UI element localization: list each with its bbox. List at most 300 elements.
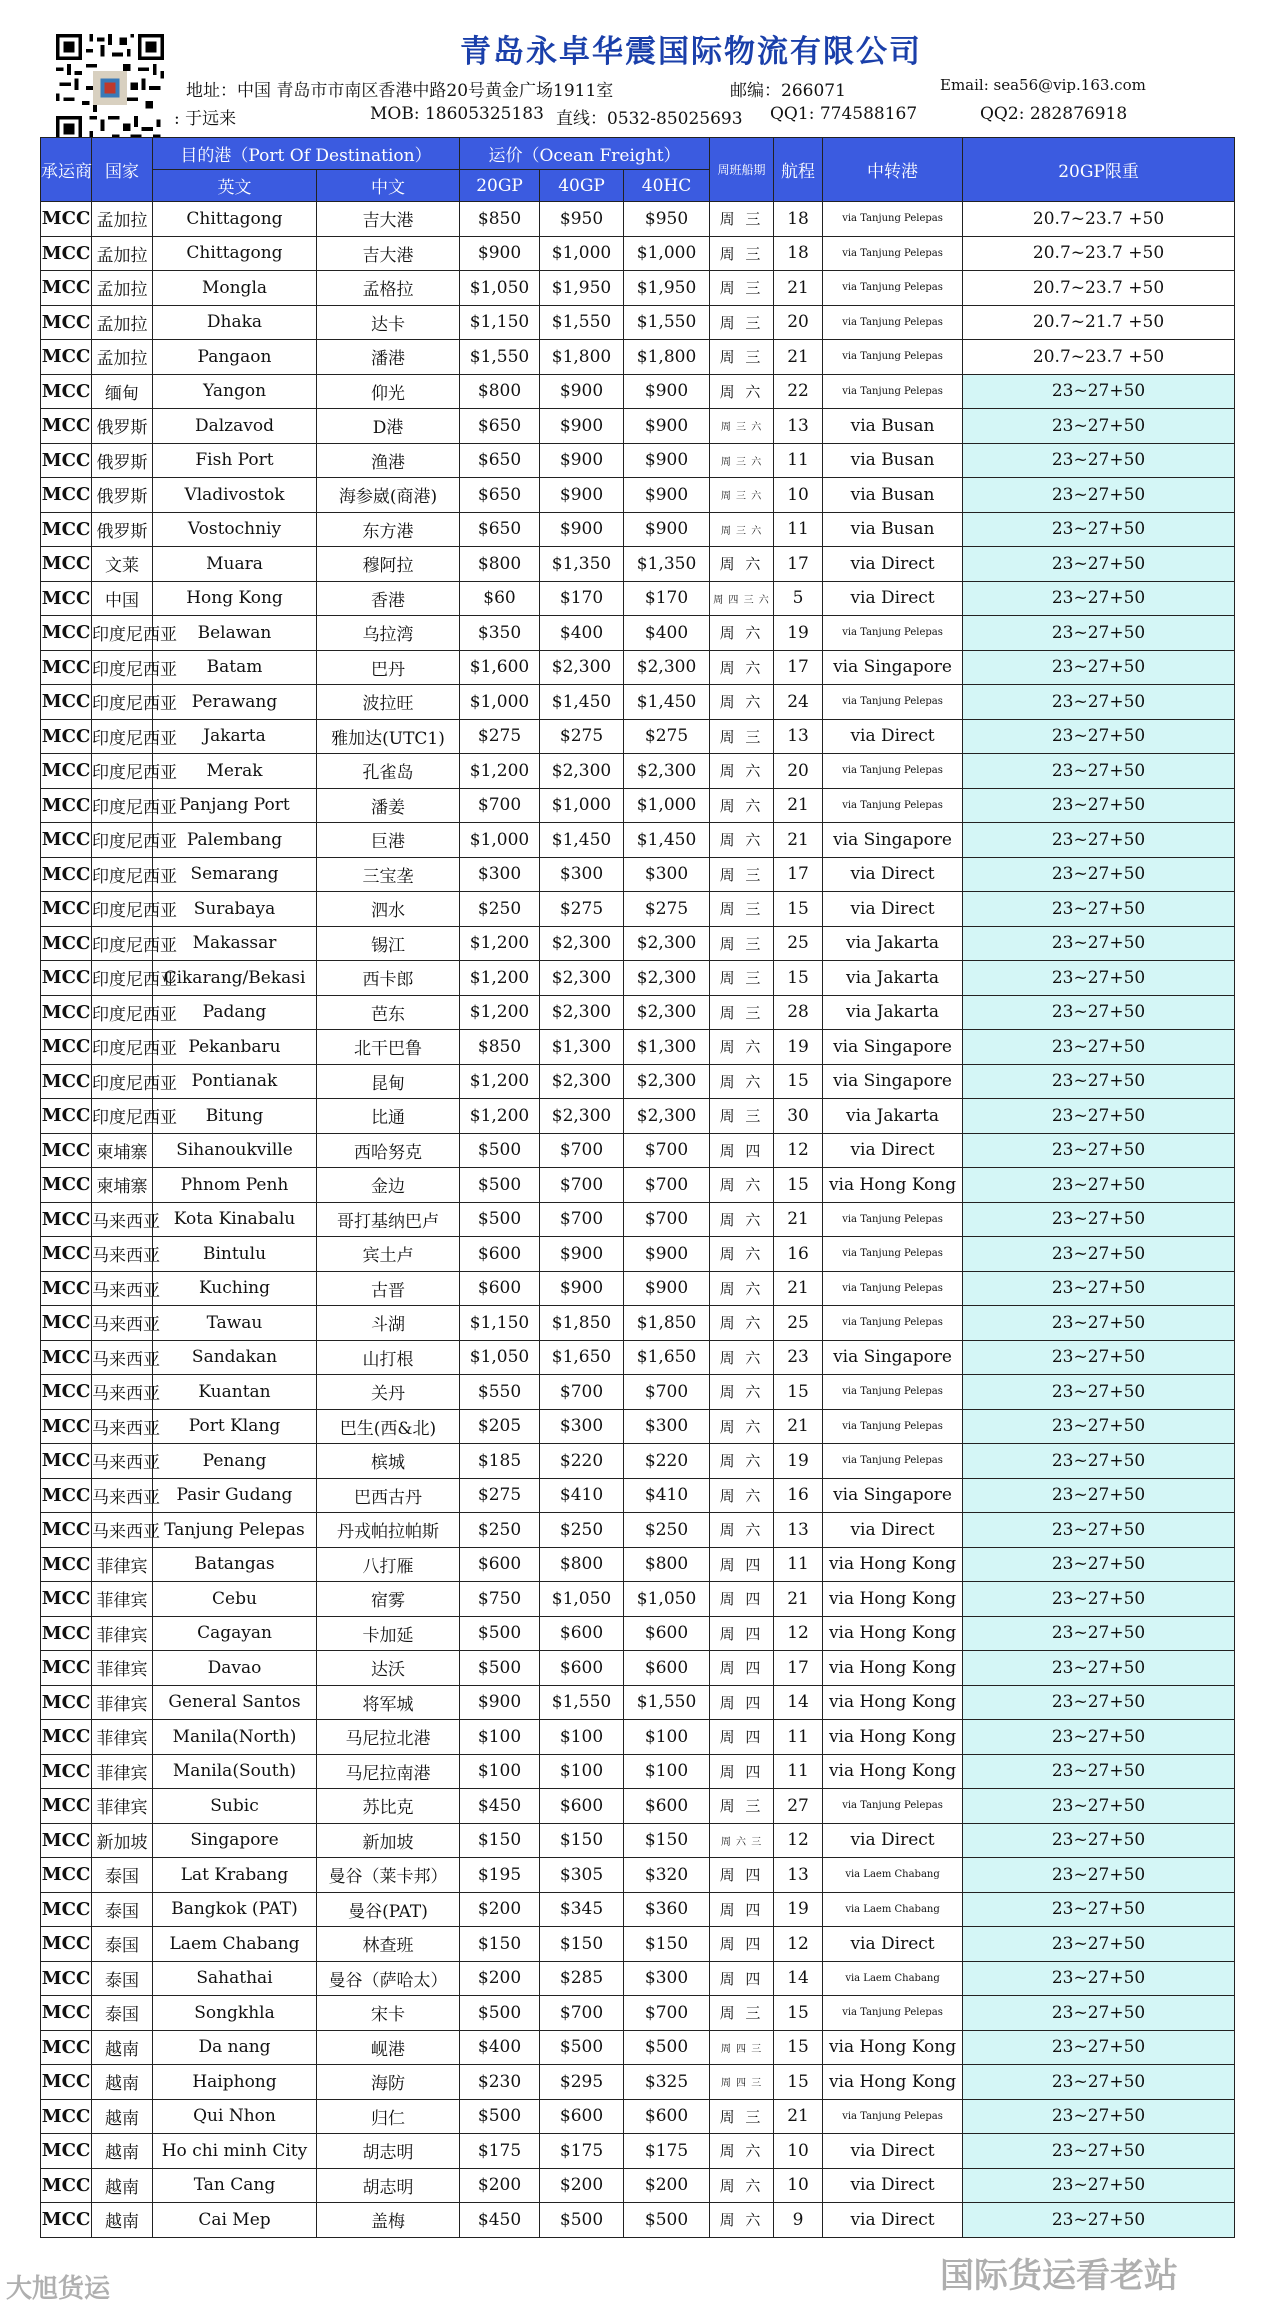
cell-port-chinese: 巨港 bbox=[317, 823, 460, 858]
table-row bbox=[41, 857, 1235, 892]
cell-rate-40hc: $1,550 bbox=[624, 305, 710, 340]
cell-country: 中国 bbox=[92, 581, 153, 616]
cell-schedule: 周 六 三 bbox=[710, 1823, 774, 1858]
cell-carrier: MCC bbox=[41, 1582, 92, 1617]
cell-transit-days: 13 bbox=[774, 719, 823, 754]
cell-transit-days: 28 bbox=[774, 995, 823, 1030]
cell-transship: via Singapore bbox=[823, 1030, 963, 1065]
cell-schedule: 周 三 六 bbox=[710, 478, 774, 513]
cell-transit-days: 11 bbox=[774, 443, 823, 478]
cell-schedule: 周 三 bbox=[710, 857, 774, 892]
cell-rate-40hc: $950 bbox=[624, 202, 710, 237]
cell-weight-limit: 23~27+50 bbox=[963, 478, 1235, 513]
cell-rate-40hc: $1,000 bbox=[624, 788, 710, 823]
cell-port-chinese: 西卡郎 bbox=[317, 961, 460, 996]
cell-weight-limit: 23~27+50 bbox=[963, 1823, 1235, 1858]
cell-rate-40hc: $600 bbox=[624, 2099, 710, 2134]
cell-port-english: Lat Krabang bbox=[153, 1858, 317, 1893]
cell-country: 印度尼西亚 bbox=[92, 961, 153, 996]
cell-port-chinese: 孔雀岛 bbox=[317, 754, 460, 789]
cell-country: 马来西亚 bbox=[92, 1409, 153, 1444]
table-row bbox=[41, 926, 1235, 961]
cell-carrier: MCC bbox=[41, 340, 92, 375]
cell-rate-20gp: $650 bbox=[460, 443, 540, 478]
cell-rate-20gp: $1,200 bbox=[460, 1099, 540, 1134]
cell-port-chinese: 归仁 bbox=[317, 2099, 460, 2134]
cell-transit-days: 17 bbox=[774, 650, 823, 685]
cell-carrier: MCC bbox=[41, 2203, 92, 2238]
cell-port-english: Davao bbox=[153, 1651, 317, 1686]
cell-country: 菲律宾 bbox=[92, 1547, 153, 1582]
cell-transit-days: 16 bbox=[774, 1478, 823, 1513]
table-row bbox=[41, 305, 1235, 340]
cell-weight-limit: 23~27+50 bbox=[963, 1927, 1235, 1962]
cell-transship: via Direct bbox=[823, 547, 963, 582]
cell-schedule: 周 三 bbox=[710, 1789, 774, 1824]
cell-transit-days: 15 bbox=[774, 2065, 823, 2100]
cell-port-chinese: 雅加达(UTC1) bbox=[317, 719, 460, 754]
cell-rate-20gp: $1,550 bbox=[460, 340, 540, 375]
table-row bbox=[41, 2099, 1235, 2134]
cell-carrier: MCC bbox=[41, 409, 92, 444]
cell-port-chinese: 将军城 bbox=[317, 1685, 460, 1720]
watermark-right: 国际货运看老站 bbox=[940, 2256, 1178, 2296]
cell-rate-20gp: $1,150 bbox=[460, 305, 540, 340]
cell-carrier: MCC bbox=[41, 995, 92, 1030]
cell-rate-20gp: $600 bbox=[460, 1237, 540, 1272]
table-row bbox=[41, 374, 1235, 409]
table-row bbox=[41, 788, 1235, 823]
cell-country: 印度尼西亚 bbox=[92, 719, 153, 754]
cell-rate-20gp: $650 bbox=[460, 409, 540, 444]
cell-transit-days: 17 bbox=[774, 547, 823, 582]
cell-port-english: Cebu bbox=[153, 1582, 317, 1617]
table-row bbox=[41, 1133, 1235, 1168]
cell-weight-limit: 23~27+50 bbox=[963, 995, 1235, 1030]
cell-country: 印度尼西亚 bbox=[92, 892, 153, 927]
cell-rate-20gp: $1,200 bbox=[460, 995, 540, 1030]
cell-rate-20gp: $1,000 bbox=[460, 685, 540, 720]
cell-schedule: 周 六 bbox=[710, 374, 774, 409]
cell-carrier: MCC bbox=[41, 2065, 92, 2100]
cell-carrier: MCC bbox=[41, 581, 92, 616]
cell-rate-40hc: $700 bbox=[624, 1375, 710, 1410]
cell-rate-40gp: $2,300 bbox=[540, 1064, 624, 1099]
cell-port-chinese: 达沃 bbox=[317, 1651, 460, 1686]
cell-schedule: 周 六 bbox=[710, 1030, 774, 1065]
cell-carrier: MCC bbox=[41, 478, 92, 513]
cell-transit-days: 15 bbox=[774, 892, 823, 927]
table-row bbox=[41, 754, 1235, 789]
cell-country: 印度尼西亚 bbox=[92, 788, 153, 823]
cell-transship: via Direct bbox=[823, 857, 963, 892]
table-row bbox=[41, 1685, 1235, 1720]
cell-country: 越南 bbox=[92, 2168, 153, 2203]
cell-rate-40gp: $1,450 bbox=[540, 685, 624, 720]
cell-rate-20gp: $500 bbox=[460, 2099, 540, 2134]
cell-weight-limit: 23~27+50 bbox=[963, 1892, 1235, 1927]
cell-carrier: MCC bbox=[41, 1651, 92, 1686]
cell-rate-40hc: $1,450 bbox=[624, 823, 710, 858]
cell-weight-limit: 23~27+50 bbox=[963, 685, 1235, 720]
cell-port-english: Tan Cang bbox=[153, 2168, 317, 2203]
cell-rate-40gp: $275 bbox=[540, 892, 624, 927]
cell-port-chinese: 林查班 bbox=[317, 1927, 460, 1962]
cell-port-english: Cagayan bbox=[153, 1616, 317, 1651]
cell-port-chinese: 盖梅 bbox=[317, 2203, 460, 2238]
cell-carrier: MCC bbox=[41, 1685, 92, 1720]
cell-carrier: MCC bbox=[41, 1133, 92, 1168]
cell-schedule: 周 四 bbox=[710, 1858, 774, 1893]
cell-rate-20gp: $800 bbox=[460, 547, 540, 582]
cell-rate-40gp: $1,650 bbox=[540, 1340, 624, 1375]
cell-rate-40gp: $200 bbox=[540, 2168, 624, 2203]
cell-rate-40gp: $295 bbox=[540, 2065, 624, 2100]
cell-transit-days: 12 bbox=[774, 1927, 823, 1962]
cell-rate-40hc: $300 bbox=[624, 857, 710, 892]
cell-transit-days: 18 bbox=[774, 202, 823, 237]
cell-transship: via Hong Kong bbox=[823, 1616, 963, 1651]
cell-transit-days: 11 bbox=[774, 1754, 823, 1789]
cell-carrier: MCC bbox=[41, 1030, 92, 1065]
table-row bbox=[41, 995, 1235, 1030]
cell-rate-40hc: $170 bbox=[624, 581, 710, 616]
cell-weight-limit: 23~27+50 bbox=[963, 1168, 1235, 1203]
cell-weight-limit: 23~27+50 bbox=[963, 374, 1235, 409]
cell-transship: via Direct bbox=[823, 1513, 963, 1548]
table-row bbox=[41, 2203, 1235, 2238]
cell-rate-20gp: $275 bbox=[460, 719, 540, 754]
cell-rate-20gp: $100 bbox=[460, 1720, 540, 1755]
table-row bbox=[41, 616, 1235, 651]
cell-rate-40gp: $2,300 bbox=[540, 926, 624, 961]
cell-rate-40hc: $100 bbox=[624, 1754, 710, 1789]
cell-weight-limit: 23~27+50 bbox=[963, 1754, 1235, 1789]
cell-port-english: Sandakan bbox=[153, 1340, 317, 1375]
cell-country: 印度尼西亚 bbox=[92, 995, 153, 1030]
cell-weight-limit: 23~27+50 bbox=[963, 2099, 1235, 2134]
cell-transit-days: 14 bbox=[774, 1961, 823, 1996]
table-row bbox=[41, 443, 1235, 478]
cell-transship: via Tanjung Pelepas bbox=[823, 1202, 963, 1237]
cell-port-english: Pangaon bbox=[153, 340, 317, 375]
cell-port-chinese: 古晋 bbox=[317, 1271, 460, 1306]
cell-port-chinese: 芭东 bbox=[317, 995, 460, 1030]
table-row bbox=[41, 2168, 1235, 2203]
cell-rate-40hc: $1,300 bbox=[624, 1030, 710, 1065]
cell-schedule: 周 四 bbox=[710, 1961, 774, 1996]
cell-rate-40gp: $2,300 bbox=[540, 1099, 624, 1134]
cell-port-english: Batangas bbox=[153, 1547, 317, 1582]
cell-rate-40hc: $1,550 bbox=[624, 1685, 710, 1720]
table-row bbox=[41, 1823, 1235, 1858]
cell-transship: via Busan bbox=[823, 443, 963, 478]
cell-transit-days: 17 bbox=[774, 1651, 823, 1686]
cell-rate-40gp: $600 bbox=[540, 1651, 624, 1686]
cell-rate-40hc: $1,350 bbox=[624, 547, 710, 582]
cell-country: 菲律宾 bbox=[92, 1789, 153, 1824]
cell-carrier: MCC bbox=[41, 1720, 92, 1755]
cell-rate-40hc: $360 bbox=[624, 1892, 710, 1927]
table-row bbox=[41, 1720, 1235, 1755]
cell-port-english: Perawang bbox=[153, 685, 317, 720]
cell-country: 马来西亚 bbox=[92, 1271, 153, 1306]
cell-rate-40hc: $700 bbox=[624, 1202, 710, 1237]
cell-rate-40gp: $1,350 bbox=[540, 547, 624, 582]
cell-country: 印度尼西亚 bbox=[92, 754, 153, 789]
cell-carrier: MCC bbox=[41, 1202, 92, 1237]
cell-rate-20gp: $350 bbox=[460, 616, 540, 651]
table-row bbox=[41, 1340, 1235, 1375]
cell-port-english: Padang bbox=[153, 995, 317, 1030]
cell-weight-limit: 23~27+50 bbox=[963, 1375, 1235, 1410]
cell-rate-40hc: $700 bbox=[624, 1168, 710, 1203]
cell-transit-days: 20 bbox=[774, 305, 823, 340]
cell-weight-limit: 23~27+50 bbox=[963, 926, 1235, 961]
cell-rate-20gp: $400 bbox=[460, 2030, 540, 2065]
cell-rate-20gp: $1,150 bbox=[460, 1306, 540, 1341]
cell-port-english: Bangkok (PAT) bbox=[153, 1892, 317, 1927]
cell-transship: via Direct bbox=[823, 719, 963, 754]
cell-weight-limit: 23~27+50 bbox=[963, 1064, 1235, 1099]
cell-transship: via Jakarta bbox=[823, 926, 963, 961]
company-email: Email: sea56@vip.163.com bbox=[940, 76, 1146, 94]
table-row bbox=[41, 1547, 1235, 1582]
cell-port-english: Haiphong bbox=[153, 2065, 317, 2100]
cell-rate-40gp: $900 bbox=[540, 478, 624, 513]
cell-carrier: MCC bbox=[41, 305, 92, 340]
cell-port-english: Sahathai bbox=[153, 1961, 317, 1996]
cell-port-chinese: D港 bbox=[317, 409, 460, 444]
cell-schedule: 周 四 三 六 bbox=[710, 581, 774, 616]
cell-country: 越南 bbox=[92, 2030, 153, 2065]
cell-weight-limit: 23~27+50 bbox=[963, 754, 1235, 789]
table-row bbox=[41, 1099, 1235, 1134]
header-20gp: 20GP bbox=[460, 170, 540, 202]
cell-country: 马来西亚 bbox=[92, 1513, 153, 1548]
cell-country: 印度尼西亚 bbox=[92, 926, 153, 961]
cell-transit-days: 13 bbox=[774, 1513, 823, 1548]
table-row bbox=[41, 1030, 1235, 1065]
cell-schedule: 周 六 bbox=[710, 650, 774, 685]
cell-port-chinese: 昆甸 bbox=[317, 1064, 460, 1099]
table-row bbox=[41, 1375, 1235, 1410]
cell-port-chinese: 三宝垄 bbox=[317, 857, 460, 892]
cell-weight-limit: 23~27+50 bbox=[963, 1478, 1235, 1513]
table-row bbox=[41, 409, 1235, 444]
cell-port-english: Belawan bbox=[153, 616, 317, 651]
header-40gp: 40GP bbox=[540, 170, 624, 202]
cell-transship: via Singapore bbox=[823, 823, 963, 858]
cell-rate-40hc: $900 bbox=[624, 512, 710, 547]
cell-rate-40hc: $1,850 bbox=[624, 1306, 710, 1341]
cell-port-chinese: 锡江 bbox=[317, 926, 460, 961]
cell-rate-20gp: $900 bbox=[460, 236, 540, 271]
cell-port-english: Laem Chabang bbox=[153, 1927, 317, 1962]
cell-rate-20gp: $275 bbox=[460, 1478, 540, 1513]
cell-rate-40gp: $1,050 bbox=[540, 1582, 624, 1617]
cell-rate-20gp: $250 bbox=[460, 1513, 540, 1548]
cell-country: 菲律宾 bbox=[92, 1754, 153, 1789]
cell-schedule: 周 三 bbox=[710, 2099, 774, 2134]
cell-rate-40gp: $700 bbox=[540, 1996, 624, 2031]
cell-port-english: Kuching bbox=[153, 1271, 317, 1306]
cell-transit-days: 19 bbox=[774, 1444, 823, 1479]
cell-port-english: Dalzavod bbox=[153, 409, 317, 444]
cell-carrier: MCC bbox=[41, 2168, 92, 2203]
cell-transit-days: 17 bbox=[774, 857, 823, 892]
cell-port-chinese: 仰光 bbox=[317, 374, 460, 409]
cell-port-english: Port Klang bbox=[153, 1409, 317, 1444]
cell-schedule: 周 六 bbox=[710, 1168, 774, 1203]
cell-schedule: 周 四 bbox=[710, 1685, 774, 1720]
cell-rate-20gp: $650 bbox=[460, 478, 540, 513]
cell-transship: via Tanjung Pelepas bbox=[823, 202, 963, 237]
cell-rate-40hc: $2,300 bbox=[624, 754, 710, 789]
cell-port-english: Kota Kinabalu bbox=[153, 1202, 317, 1237]
cell-transit-days: 22 bbox=[774, 374, 823, 409]
qr-code bbox=[56, 34, 164, 142]
cell-rate-20gp: $500 bbox=[460, 1651, 540, 1686]
cell-transit-days: 21 bbox=[774, 1409, 823, 1444]
cell-rate-40gp: $285 bbox=[540, 1961, 624, 1996]
cell-rate-40hc: $220 bbox=[624, 1444, 710, 1479]
cell-port-chinese: 曼谷（莱卡邦） bbox=[317, 1858, 460, 1893]
cell-rate-40hc: $2,300 bbox=[624, 650, 710, 685]
cell-transship: via Busan bbox=[823, 478, 963, 513]
cell-rate-40gp: $2,300 bbox=[540, 995, 624, 1030]
table-row bbox=[41, 1789, 1235, 1824]
cell-transit-days: 10 bbox=[774, 2168, 823, 2203]
cell-rate-40gp: $1,800 bbox=[540, 340, 624, 375]
table-row bbox=[41, 1996, 1235, 2031]
cell-port-english: Merak bbox=[153, 754, 317, 789]
table-row bbox=[41, 1478, 1235, 1513]
cell-transship: via Tanjung Pelepas bbox=[823, 1271, 963, 1306]
cell-weight-limit: 23~27+50 bbox=[963, 409, 1235, 444]
cell-weight-limit: 23~27+50 bbox=[963, 2168, 1235, 2203]
cell-carrier: MCC bbox=[41, 374, 92, 409]
cell-port-chinese: 西哈努克 bbox=[317, 1133, 460, 1168]
cell-country: 印度尼西亚 bbox=[92, 823, 153, 858]
cell-country: 泰国 bbox=[92, 1996, 153, 2031]
cell-transit-days: 11 bbox=[774, 512, 823, 547]
cell-carrier: MCC bbox=[41, 236, 92, 271]
cell-rate-20gp: $1,200 bbox=[460, 926, 540, 961]
cell-country: 印度尼西亚 bbox=[92, 685, 153, 720]
cell-rate-20gp: $1,200 bbox=[460, 754, 540, 789]
cell-country: 马来西亚 bbox=[92, 1237, 153, 1272]
cell-rate-40hc: $700 bbox=[624, 1996, 710, 2031]
cell-rate-20gp: $500 bbox=[460, 1202, 540, 1237]
cell-country: 印度尼西亚 bbox=[92, 1099, 153, 1134]
cell-weight-limit: 20.7~21.7 +50 bbox=[963, 305, 1235, 340]
cell-rate-20gp: $1,200 bbox=[460, 961, 540, 996]
cell-weight-limit: 23~27+50 bbox=[963, 857, 1235, 892]
cell-transit-days: 19 bbox=[774, 616, 823, 651]
cell-rate-40hc: $2,300 bbox=[624, 995, 710, 1030]
contact-direct-line: 直线：0532-85025693 bbox=[556, 109, 743, 129]
cell-transit-days: 14 bbox=[774, 1685, 823, 1720]
cell-transship: via Jakarta bbox=[823, 1099, 963, 1134]
cell-transship: via Tanjung Pelepas bbox=[823, 271, 963, 306]
cell-rate-20gp: $250 bbox=[460, 892, 540, 927]
cell-port-chinese: 吉大港 bbox=[317, 236, 460, 271]
cell-port-english: Manila(North) bbox=[153, 1720, 317, 1755]
cell-port-chinese: 曼谷(PAT) bbox=[317, 1892, 460, 1927]
cell-rate-40gp: $400 bbox=[540, 616, 624, 651]
cell-carrier: MCC bbox=[41, 271, 92, 306]
cell-schedule: 周 六 bbox=[710, 2134, 774, 2169]
cell-carrier: MCC bbox=[41, 512, 92, 547]
cell-schedule: 周 四 bbox=[710, 1582, 774, 1617]
cell-transship: via Busan bbox=[823, 512, 963, 547]
cell-schedule: 周 四 bbox=[710, 1133, 774, 1168]
cell-transship: via Tanjung Pelepas bbox=[823, 685, 963, 720]
table-row bbox=[41, 271, 1235, 306]
cell-transship: via Singapore bbox=[823, 1478, 963, 1513]
cell-weight-limit: 20.7~23.7 +50 bbox=[963, 236, 1235, 271]
cell-carrier: MCC bbox=[41, 1616, 92, 1651]
cell-country: 印度尼西亚 bbox=[92, 857, 153, 892]
cell-country: 柬埔寨 bbox=[92, 1168, 153, 1203]
cell-schedule: 周 六 bbox=[710, 1444, 774, 1479]
cell-carrier: MCC bbox=[41, 788, 92, 823]
cell-rate-20gp: $205 bbox=[460, 1409, 540, 1444]
cell-transit-days: 25 bbox=[774, 926, 823, 961]
cell-transship: via Direct bbox=[823, 2134, 963, 2169]
cell-rate-20gp: $500 bbox=[460, 1133, 540, 1168]
cell-weight-limit: 23~27+50 bbox=[963, 1133, 1235, 1168]
cell-port-english: Da nang bbox=[153, 2030, 317, 2065]
table-row bbox=[41, 1064, 1235, 1099]
cell-rate-40hc: $275 bbox=[624, 892, 710, 927]
cell-rate-40gp: $900 bbox=[540, 1237, 624, 1272]
cell-port-english: Subic bbox=[153, 1789, 317, 1824]
cell-country: 孟加拉 bbox=[92, 271, 153, 306]
cell-rate-40gp: $700 bbox=[540, 1133, 624, 1168]
cell-carrier: MCC bbox=[41, 1754, 92, 1789]
cell-rate-40gp: $170 bbox=[540, 581, 624, 616]
cell-port-english: Penang bbox=[153, 1444, 317, 1479]
table-row bbox=[41, 1306, 1235, 1341]
cell-carrier: MCC bbox=[41, 1996, 92, 2031]
cell-carrier: MCC bbox=[41, 1858, 92, 1893]
cell-country: 俄罗斯 bbox=[92, 478, 153, 513]
cell-transit-days: 12 bbox=[774, 1823, 823, 1858]
cell-weight-limit: 23~27+50 bbox=[963, 961, 1235, 996]
cell-transship: via Tanjung Pelepas bbox=[823, 374, 963, 409]
cell-port-chinese: 穆阿拉 bbox=[317, 547, 460, 582]
cell-rate-40hc: $800 bbox=[624, 1547, 710, 1582]
table-row bbox=[41, 961, 1235, 996]
cell-country: 文莱 bbox=[92, 547, 153, 582]
table-row bbox=[41, 1409, 1235, 1444]
header-40hc: 40HC bbox=[624, 170, 710, 202]
cell-transit-days: 21 bbox=[774, 823, 823, 858]
cell-rate-20gp: $850 bbox=[460, 1030, 540, 1065]
cell-port-chinese: 斗湖 bbox=[317, 1306, 460, 1341]
cell-carrier: MCC bbox=[41, 1237, 92, 1272]
cell-weight-limit: 23~27+50 bbox=[963, 1961, 1235, 1996]
cell-transship: via Hong Kong bbox=[823, 2030, 963, 2065]
cell-port-chinese: 卡加延 bbox=[317, 1616, 460, 1651]
cell-rate-40gp: $2,300 bbox=[540, 961, 624, 996]
cell-rate-20gp: $700 bbox=[460, 788, 540, 823]
cell-rate-20gp: $175 bbox=[460, 2134, 540, 2169]
cell-port-english: Kuantan bbox=[153, 1375, 317, 1410]
cell-port-english: Tanjung Pelepas bbox=[153, 1513, 317, 1548]
